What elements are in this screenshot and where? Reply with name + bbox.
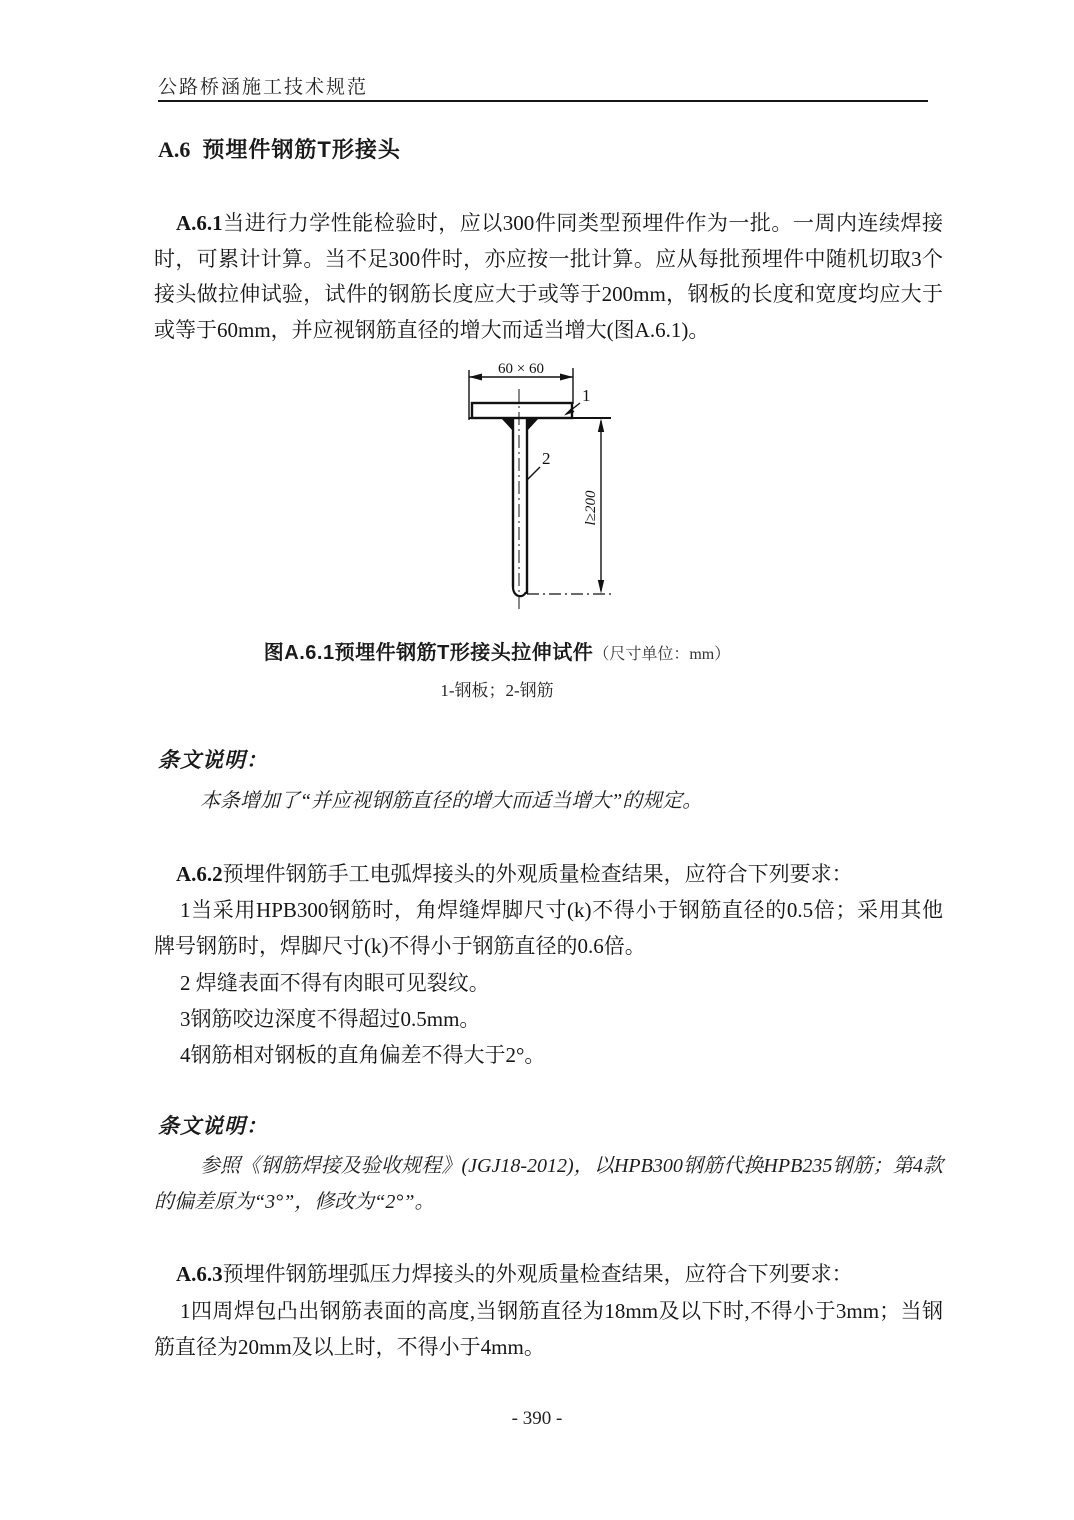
clause-a62-number: A.6.2 — [176, 862, 223, 886]
section-heading — [158, 133, 401, 164]
list-item: 1当采用HPB300钢筋时，角焊缝焊脚尺寸(k)不得小于钢筋直径的0.5倍；采用其他牌号钢筋时，焊脚尺寸(k)不得小于钢筋直径的0.6倍。 — [154, 898, 943, 958]
commentary-2-label: 条文说明： — [158, 1114, 268, 1138]
list-item: 2 焊缝表面不得有肉眼可见裂纹。 — [180, 971, 490, 995]
weld-fillet-left — [501, 418, 513, 431]
list-item: 1四周焊包凸出钢筋表面的高度,当钢筋直径为18mm及以下时,不得小于3mm；当钢筋直径为20mm及以上时，不得小于4mm。 — [154, 1299, 943, 1359]
header-title: 公路桥涵施工技术规范 — [158, 77, 369, 98]
callout-rebar-label: 2 — [542, 449, 551, 468]
list-item: 4钢筋相对钢板的直角偏差不得大于2°。 — [180, 1043, 546, 1067]
clause-a63-intro: 预埋件钢筋埋弧压力焊接头的外观质量检查结果，应符合下列要求： — [222, 1262, 853, 1286]
section-title: 预埋件钢筋T形接头 — [202, 137, 401, 162]
figure-caption-title: 图A.6.1预埋件钢筋T形接头拉伸试件 — [263, 642, 594, 664]
dimension-width-label: 60 × 60 — [498, 361, 544, 377]
list-item: 3钢筋咬边深度不得超过0.5mm。 — [180, 1007, 481, 1031]
dimension-arrow-left — [469, 374, 482, 381]
clause-a61-number: A.6.1 — [176, 211, 223, 235]
page-number: - 390 - — [511, 1408, 563, 1429]
figure-caption-unit: （尺寸单位：mm） — [593, 646, 731, 663]
clause-a63-paragraph — [154, 1257, 943, 1293]
clause-a61-paragraph — [154, 206, 943, 348]
commentary-2-text: 参照《钢筋焊接及验收规程》(JGJ18-2012)，以HPB300钢筋代换HPB235钢筋；第4款的偏差原为“3°”，修改为“2°”。 — [154, 1155, 943, 1213]
clause-a62-intro: 预埋件钢筋手工电弧焊接头的外观质量检查结果，应符合下列要求： — [222, 862, 853, 886]
section-number: A.6 — [158, 137, 191, 162]
header-rule — [158, 100, 928, 102]
weld-fillet-right — [527, 418, 539, 431]
steel-plate-shape — [472, 403, 572, 418]
figure-diagram — [430, 358, 670, 610]
callout-rebar-leader — [527, 467, 540, 480]
clause-a61-text: 当进行力学性能检验时，应以300件同类型预埋件作为一批。一周内连续焊接时，可累计计算。当不足300件时，亦应按一批计算。应从每批预埋件中随机切取3个接头做拉伸试验，试件的钢筋长度应大于或等于200mm，钢板的长度和宽度均应大于或等于60mm，并应视钢筋直径的增大而适当增大(图A.6.1)。 — [154, 211, 943, 342]
clause-a63-number: A.6.3 — [176, 1262, 223, 1286]
clause-a62-paragraph — [154, 857, 943, 893]
callout-plate-label: 1 — [582, 386, 591, 405]
dimension-arrow-down — [598, 580, 604, 594]
dimension-arrow-up — [598, 419, 604, 433]
figure-caption — [0, 636, 994, 665]
commentary-1-text: 本条增加了“并应视钢筋直径的增大而适当增大”的规定。 — [200, 790, 703, 812]
dimension-arrow-right — [560, 374, 573, 381]
dimension-length-label: l≥200 — [583, 490, 599, 526]
t-joint-diagram-svg — [430, 358, 670, 610]
commentary-1-label: 条文说明： — [158, 748, 268, 772]
figure-legend: 1-钢板；2-钢筋 — [440, 681, 554, 700]
